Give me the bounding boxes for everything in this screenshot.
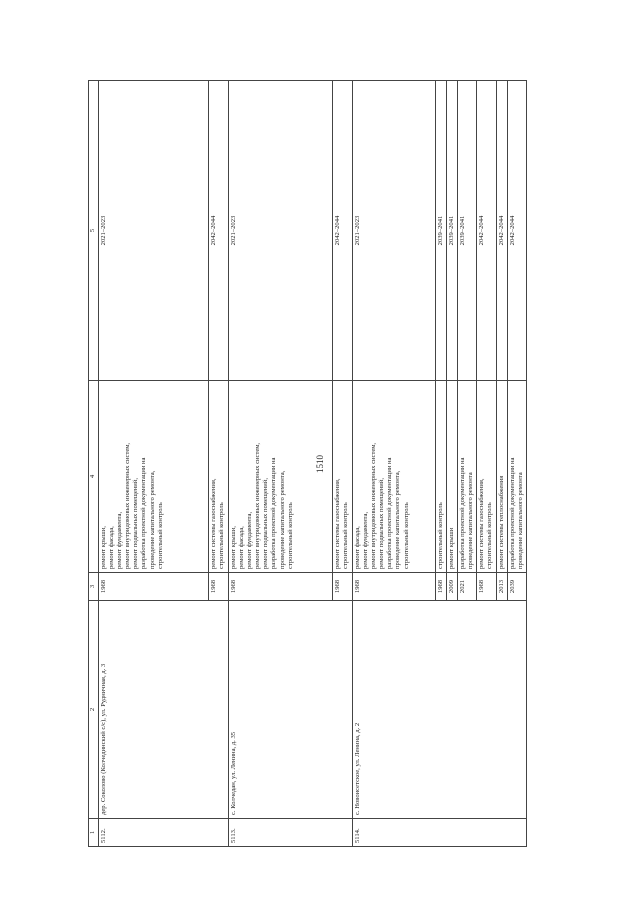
work-line: ремонт подвальных помещений, (378, 478, 386, 569)
work-line: строительный контроль (402, 502, 410, 569)
works-cell (496, 381, 507, 573)
works-cell (477, 381, 496, 573)
work-line: ремонт системы газоснабжения, (334, 478, 341, 569)
table-body (89, 81, 527, 847)
year-cell: 1968 (353, 573, 436, 601)
header-cell: 3 (89, 573, 99, 601)
table-row (229, 81, 333, 847)
period-cell: 2042–2044 (496, 81, 507, 381)
work-line: ремонт крыши (448, 527, 456, 569)
work-line: ремонт фасада, (108, 526, 116, 569)
year-cell: 2013 (496, 573, 507, 601)
year-cell: 1968 (229, 573, 333, 601)
period-cell: 2042–2044 (507, 81, 526, 381)
period-cell: 2042–2044 (333, 81, 353, 381)
work-line: ремонт фасада, (354, 526, 361, 569)
work-line: ремонт внутридомовых инженерных систем, (124, 442, 132, 569)
work-line: ремонт системы газоснабжения, (478, 478, 486, 569)
year-cell: 1968 (436, 573, 447, 601)
year-cell: 1968 (333, 573, 353, 601)
work-line: ремонт крыши, (230, 526, 237, 569)
works-cell (507, 381, 526, 573)
work-line: разработка проектной документации на (270, 457, 278, 569)
period-cell: 2021–2023 (353, 81, 436, 381)
works-cell (333, 381, 353, 573)
period-cell: 2039–2041 (458, 81, 477, 381)
work-line: строительный контроль (218, 502, 226, 569)
row-number: 5112. (99, 819, 229, 847)
work-line: разработка проектной документации на (140, 457, 148, 569)
work-line: проведение капитального ремонта (516, 472, 524, 569)
work-line: проведение капитального ремонта, (278, 470, 286, 569)
table-row (353, 81, 436, 847)
work-line: ремонт фасада, (238, 526, 246, 569)
work-line: проведение капитального ремонта, (148, 470, 156, 569)
period-cell: 2039–2041 (436, 81, 447, 381)
year-cell: 2039 (507, 573, 526, 601)
work-line: ремонт фундамента, (246, 511, 254, 569)
work-line: ремонт системы газоснабжения, (210, 478, 217, 569)
works-cell (458, 381, 477, 573)
work-line: ремонт подвальных помещений, (262, 478, 270, 569)
address-cell: дер. Соколово (Колчединский с/с), ул. Рудничная, д. 3 (99, 601, 229, 819)
work-line: ремонт подвальных помещений, (132, 478, 140, 569)
work-line: ремонт системы теплоснабжения (497, 475, 505, 569)
work-line: ремонт крыши, (100, 526, 107, 569)
work-line: строительный контроль (437, 502, 444, 569)
works-cell (353, 381, 436, 573)
work-line: разработка проектной документации на (386, 457, 394, 569)
works-cell (436, 381, 447, 573)
year-cell: 1968 (209, 573, 229, 601)
works-cell (229, 381, 333, 573)
period-cell: 2021–2023 (99, 81, 209, 381)
work-line: ремонт внутридомовых инженерных систем, (254, 442, 262, 569)
period-cell: 2042–2044 (477, 81, 496, 381)
row-number: 5113. (229, 819, 353, 847)
work-line: строительный контроль (156, 502, 164, 569)
period-cell: 2021–2023 (229, 81, 333, 381)
period-cell: 2042–2044 (209, 81, 229, 381)
address-cell: с. Колчедан, ул. Ленина, д. 35 (229, 601, 353, 819)
address-cell: с. Новоисетское, ул. Ленина, д. 2 (353, 601, 527, 819)
work-line: строительный контроль (342, 502, 350, 569)
work-line: разработка проектной документации на (508, 457, 516, 569)
work-line: разработка проектной документации на (459, 457, 467, 569)
year-cell: 2021 (458, 573, 477, 601)
work-line: ремонт фундамента, (116, 511, 124, 569)
table-row (99, 81, 209, 847)
work-line: строительный контроль (286, 502, 294, 569)
year-cell: 2009 (447, 573, 458, 601)
period-cell: 2039–2041 (447, 81, 458, 381)
year-cell: 1968 (477, 573, 496, 601)
work-line: строительный контроль (486, 502, 494, 569)
rotated-table-container (88, 81, 542, 847)
work-line: проведение капитального ремонта, (394, 470, 402, 569)
work-line: проведение капитального ремонта (467, 472, 475, 569)
works-cell (209, 381, 229, 573)
header-cell: 5 (89, 81, 99, 381)
works-cell (447, 381, 458, 573)
header-cell: 1 (89, 819, 99, 847)
header-cell: 2 (89, 601, 99, 819)
header-cell: 4 (89, 381, 99, 573)
header-row (89, 81, 99, 847)
repair-schedule-table (88, 80, 527, 847)
page-number-text: 1510 (315, 455, 325, 473)
row-number: 5114. (353, 819, 527, 847)
work-line: ремонт внутридомовых инженерных систем, (370, 442, 378, 569)
works-cell (99, 381, 209, 573)
work-line: ремонт фундамента, (362, 511, 370, 569)
year-cell: 1968 (99, 573, 209, 601)
